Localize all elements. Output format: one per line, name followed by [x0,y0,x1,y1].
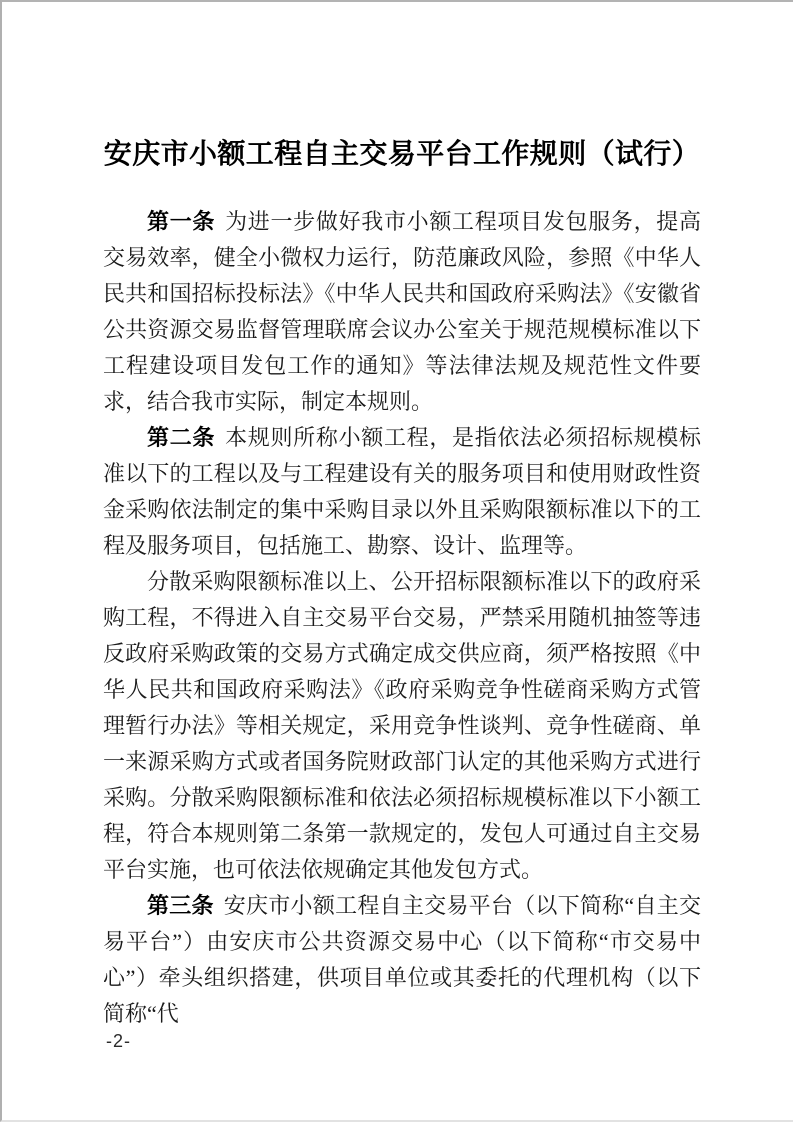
article-1-label: 第一条 [147,209,216,234]
paragraph-article-2-clause-2 [103,564,701,888]
article-2-clause-2-text: 分散采购限额标准以上、公开招标限额标准以下的政府采购工程，不得进入自主交易平台交易，严禁采用随机抽签等违反政府采购政策的交易方式确定成交供应商，须严格按照《中华人民共和国政府采购法》《政府采购竞争性磋商采购方式管理暂行办法》等相关规定，采用竞争性谈判、竞争性磋商、单一来源采购方式或者国务院财政部门认定的其他采购方式进行采购。分散采购限额标准和依法必须招标规模标准以下小额工程，符合本规则第二条第一款规定的，发包人可通过自主交易平台实施，也可依法依规确定其他发包方式。 [103,569,701,882]
paragraph-article-1 [103,204,701,420]
article-1-text: 为进一步做好我市小额工程项目发包服务，提高交易效率，健全小微权力运行，防范廉政风险，参照《中华人民共和国招标投标法》《中华人民共和国政府采购法》《安徽省公共资源交易监督管理联席会议办公室关于规范规模标准以下工程建设项目发包工作的通知》等法律法规及规范性文件要求，结合我市实际，制定本规则。 [103,209,701,414]
article-2-text: 本规则所称小额工程，是指依法必须招标规模标准以下的工程以及与工程建设有关的服务项目和使用财政性资金采购依法制定的集中采购目录以外且采购限额标准以下的工程及服务项目，包括施工、勘察、设计、监理等。 [103,425,701,558]
page-number: -2- [106,1031,131,1051]
document-body [103,204,701,1032]
article-3-text: 安庆市小额工程自主交易平台（以下简称“自主交易平台”）由安庆市公共资源交易中心（以下简称“市交易中心”）牵头组织搭建，供项目单位或其委托的代理机构（以下简称“代 [103,893,701,1026]
article-3-label: 第三条 [147,893,214,918]
paragraph-article-3 [103,888,701,1032]
document-title: 安庆市小额工程自主交易平台工作规则（试行） [103,139,701,170]
article-2-label: 第二条 [147,425,216,450]
paragraph-article-2 [103,420,701,564]
